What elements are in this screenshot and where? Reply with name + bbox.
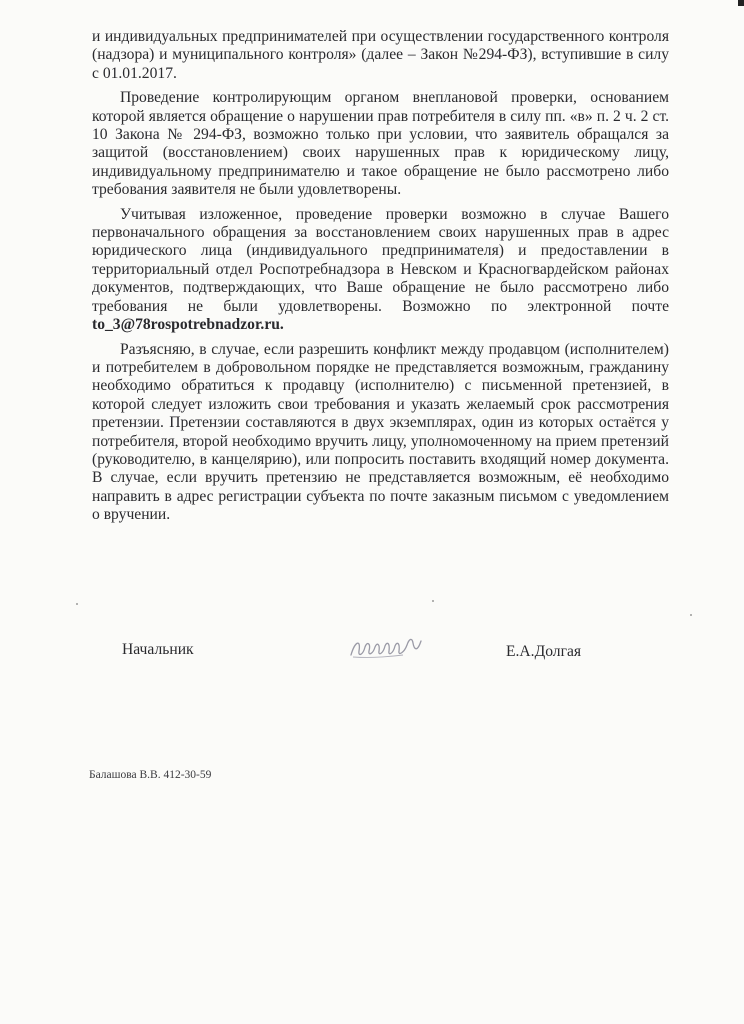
- scan-speck: [690, 614, 692, 616]
- scan-speck: [432, 600, 434, 602]
- paragraph-2: Проведение контролирующим органом внеплановой проверки, основанием которой является обращение о нарушении прав потребителя в силу пп. «в» п. 2 ч. 2 ст. 10 Закона № 294-ФЗ, возможно только при условии, что заявитель обращался за защитой (восстановлением) своих нарушенных прав к юридическому лицу, индивидуальному предпринимателю и такое обращение не было рассмотрено либо требования заявителя не были удовлетворены.: [92, 89, 669, 199]
- letter-body: [92, 28, 669, 531]
- scan-speck: [76, 603, 78, 605]
- scan-mark: [738, 0, 744, 6]
- handwritten-signature: [347, 633, 427, 663]
- paragraph-4: Разъясняю, в случае, если разрешить конфликт между продавцом (исполнителем) и потребителем в добровольном порядке не представляется возможным, гражданину необходимо обратиться к продавцу (исполнителю) с письменной претензией, в которой следует изложить свои требования и указать желаемый срок рассмотрения претензии. Претензии составляются в двух экземплярах, один из которых остаётся у потребителя, второй необходимо вручить лицу, уполномоченному на прием претензий (руководителю, в канцелярию), или попросить поставить входящий номер документа. В случае, если вручить претензию не представляется возможным, её необходимо направить в адрес регистрации субъекта по почте заказным письмом с уведомлением о вручении.: [92, 340, 669, 524]
- paragraph-3: [92, 206, 669, 335]
- email-address: to_3@78rospotrebnadzor.ru.: [92, 316, 284, 334]
- signature-block: [0, 633, 744, 673]
- paragraph-1: и индивидуальных предпринимателей при осуществлении государственного контроля (надзора) и муниципального контроля» (далее – Закон №294-ФЗ), вступившие в силу с 01.01.2017.: [92, 28, 669, 82]
- signer-name: Е.А.Долгая: [506, 643, 582, 660]
- signer-title: Начальник: [122, 641, 194, 658]
- paragraph-3-text: Учитывая изложенное, проведение проверки возможно в случае Вашего первоначального обращения за восстановлением своих нарушенных прав в адрес юридического лица (индивидуального предпринимателя) и предоставлении в территориальный отдел Роспотребнадзора в Невском и Красногвардейском районах документов, подтверждающих, что Ваше обращение не было рассмотрено либо требования не были удовлетворены. Возможно по электронной почте: [92, 205, 669, 315]
- executor-contact: Балашова В.В. 412-30-59: [89, 769, 212, 781]
